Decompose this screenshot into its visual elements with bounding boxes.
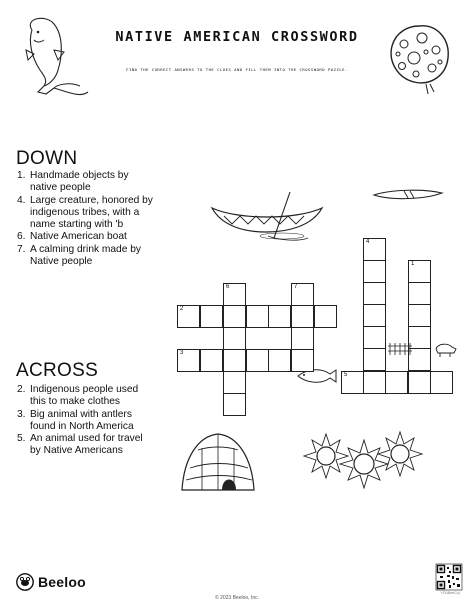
cell-number: 6 — [226, 284, 230, 290]
cell-number: 5 — [344, 372, 348, 378]
cell-number: 4 — [366, 239, 370, 245]
crossword-cell[interactable] — [200, 305, 223, 328]
clue-text: Handmade objects by native people — [30, 170, 129, 194]
page-title: NATIVE AMERICAN CROSSWORD — [115, 29, 359, 45]
clue-text: Indigenous people used this to make clothes — [30, 384, 139, 408]
crossword-cell[interactable] — [223, 283, 246, 306]
clue-number: 4. — [17, 194, 26, 206]
crossword-cell[interactable] — [268, 349, 291, 372]
crossword-cell[interactable] — [246, 305, 269, 328]
instructions: FIND THE CORRECT ANSWERS TO THE CLUES AND FILL THEM INTO THE CROSSWORD PUZZLE. — [126, 67, 348, 72]
clue-text: Big animal with antlers found in North America — [30, 408, 134, 432]
logo-text: Beeloo — [38, 574, 86, 590]
crossword-cell[interactable] — [268, 305, 291, 328]
beluga-whale-illustration — [14, 14, 92, 94]
down-clue-6 — [17, 231, 155, 243]
clue-text: Large creature, honored by indigenous tribes, with a name starting with 'b — [30, 194, 153, 231]
crossword-cell[interactable] — [223, 349, 246, 372]
clue-text: Native American boat — [30, 231, 127, 243]
crossword-cell[interactable] — [408, 260, 431, 283]
crossword-cell[interactable] — [408, 371, 431, 394]
crossword-cell[interactable] — [363, 282, 386, 305]
beeloo-logo — [16, 573, 86, 591]
crossword-cell[interactable] — [363, 348, 386, 371]
down-clue-1 — [17, 170, 155, 195]
dreamcatcher-illustration — [386, 22, 452, 108]
crossword-cell[interactable] — [246, 349, 269, 372]
sunflowers-illustration — [296, 420, 432, 500]
clue-number: 5. — [17, 433, 26, 445]
crossword-cell[interactable] — [408, 282, 431, 305]
clue-number: 6. — [17, 231, 26, 243]
down-heading: DOWN — [16, 148, 78, 169]
crossword-cell[interactable] — [363, 304, 386, 327]
crossword-cell[interactable] — [291, 327, 314, 350]
down-clue-4 — [17, 195, 155, 232]
cell-number: 3 — [180, 350, 184, 356]
crossword-cell[interactable] — [430, 371, 453, 394]
crossword-cell[interactable] — [363, 238, 386, 261]
crossword-cell[interactable] — [223, 327, 246, 350]
crossword-cell[interactable] — [385, 371, 408, 394]
across-clue-2 — [17, 384, 155, 409]
clue-text: An animal used for travel by Native Americans — [30, 433, 143, 457]
bison-illustration — [434, 341, 458, 359]
crossword-cell[interactable] — [291, 305, 314, 328]
crossword-cell[interactable] — [223, 371, 246, 394]
clue-number: 1. — [17, 170, 26, 181]
cell-number: 7 — [294, 284, 298, 290]
across-clue-5 — [17, 433, 155, 458]
down-clue-list — [17, 170, 155, 268]
canoe-illustration — [208, 186, 326, 244]
crossword-cell[interactable] — [314, 305, 337, 328]
kayak-illustration — [372, 185, 444, 207]
clue-number: 7. — [17, 243, 26, 255]
crossword-cell[interactable] — [408, 304, 431, 327]
cell-number: 2 — [180, 306, 184, 312]
bee-icon — [16, 573, 34, 591]
clue-number: 3. — [17, 408, 26, 420]
crossword-cell[interactable] — [177, 349, 200, 372]
crossword-cell[interactable] — [291, 283, 314, 306]
clue-number: 2. — [17, 384, 26, 395]
crossword-cell[interactable] — [363, 371, 386, 394]
crossword-cell[interactable] — [223, 305, 246, 328]
down-clue-7 — [17, 244, 155, 269]
qr-code[interactable] — [436, 564, 462, 590]
copyright: © 2023 Beeloo, Inc. — [215, 595, 259, 601]
cell-number: 1 — [411, 261, 415, 267]
crossword-cell[interactable] — [363, 260, 386, 283]
crossword-cell[interactable] — [291, 349, 314, 372]
fence-illustration — [388, 341, 412, 355]
crossword-cell[interactable] — [363, 326, 386, 349]
across-heading: ACROSS — [16, 360, 99, 381]
across-clue-3 — [17, 409, 155, 434]
crossword-cell[interactable] — [200, 349, 223, 372]
crossword-cell[interactable] — [177, 305, 200, 328]
printable-id: YOUBeeCoj — [440, 591, 460, 595]
clue-text: A calming drink made by Native people — [30, 243, 141, 268]
crossword-cell[interactable] — [223, 393, 246, 416]
across-clue-list — [17, 384, 155, 458]
crossword-cell[interactable] — [341, 371, 364, 394]
wigwam-illustration — [178, 428, 256, 498]
